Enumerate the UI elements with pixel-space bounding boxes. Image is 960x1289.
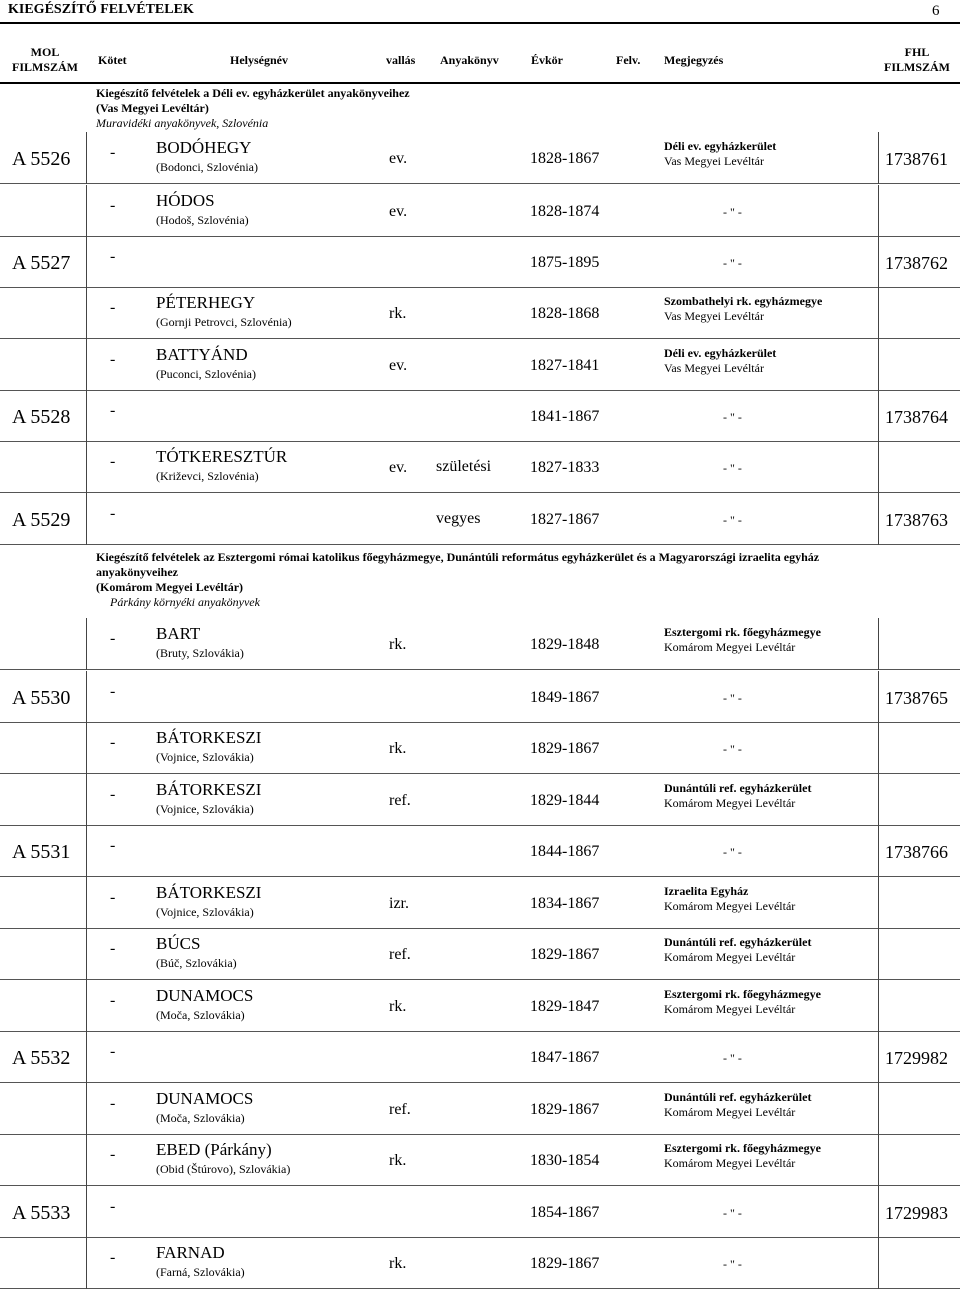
row-separator [0, 1031, 960, 1032]
place-name: FARNAD [156, 1243, 225, 1262]
volume-dash: - [110, 248, 116, 265]
column-separator [86, 1237, 87, 1289]
remark-header: Szombathelyi rk. egyházmegye [664, 294, 823, 308]
remark-header: Esztergomi rk. főegyházmegye [664, 625, 821, 639]
year-range: 1829-1847 [530, 998, 600, 1015]
row-separator [0, 236, 960, 237]
column-separator [86, 185, 87, 237]
column-header-anyakonyv: Anyakönyv [440, 53, 499, 67]
religion: ev. [389, 203, 408, 220]
religion: ev. [389, 459, 408, 476]
volume-dash: - [110, 889, 116, 906]
place-name: BÁTORKESZI [156, 728, 262, 747]
remark-ditto: - " - [723, 513, 742, 527]
place-name-current: (Búč, Szlovákia) [156, 956, 237, 970]
place-name-current: (Puconci, Szlovénia) [156, 367, 256, 381]
column-separator [86, 132, 87, 184]
remark-ditto: - " - [723, 742, 742, 756]
place-name-current: (Križevci, Szlovénia) [156, 469, 259, 483]
mol-film-number: A 5530 [12, 687, 71, 709]
remark-archive: Komárom Megyei Levéltár [664, 950, 796, 964]
section-caption-line: Párkány környéki anyakönyvek [110, 595, 260, 609]
column-header-evkor: Évkör [531, 53, 564, 67]
column-separator [878, 1134, 879, 1186]
column-separator [86, 722, 87, 774]
column-header-megjegyzes: Megjegyzés [664, 53, 724, 67]
volume-dash: - [110, 992, 116, 1009]
column-separator [86, 825, 87, 877]
year-range: 1849-1867 [530, 689, 600, 706]
religion: rk. [389, 636, 407, 653]
religion: rk. [389, 998, 407, 1015]
remark-ditto: - " - [723, 845, 742, 859]
fhl-film-number: 1738762 [885, 253, 948, 273]
row-separator [0, 1082, 960, 1083]
religion: rk. [389, 1152, 407, 1169]
column-header-kotet: Kötet [98, 53, 127, 67]
column-separator [878, 1083, 879, 1135]
column-separator [878, 671, 879, 723]
place-name: DUNAMOCS [156, 1089, 254, 1108]
row-separator [0, 825, 960, 826]
year-range: 1829-1844 [530, 792, 600, 809]
column-separator [86, 1134, 87, 1186]
row-separator [0, 492, 960, 493]
remark-header: Esztergomi rk. főegyházmegye [664, 1141, 821, 1155]
remark-ditto: - " - [723, 691, 742, 705]
volume-dash: - [110, 299, 116, 316]
row-separator [0, 1185, 960, 1186]
remark-ditto: - " - [723, 1206, 742, 1220]
column-separator [878, 825, 879, 877]
row-separator [0, 928, 960, 929]
volume-dash: - [110, 144, 116, 161]
year-range: 1827-1867 [530, 511, 600, 528]
remark-archive: Komárom Megyei Levéltár [664, 640, 796, 654]
page-number: 6 [932, 3, 940, 19]
column-separator [86, 980, 87, 1032]
mol-film-number: A 5526 [12, 148, 71, 170]
place-name: TÓTKERESZTÚR [156, 447, 288, 466]
year-range: 1854-1867 [530, 1204, 600, 1221]
remark-ditto: - " - [723, 1257, 742, 1271]
volume-dash: - [110, 402, 116, 419]
volume-dash: - [110, 505, 116, 522]
column-separator [878, 236, 879, 288]
remark-header: Dunántúli ref. egyházkerület [664, 935, 812, 949]
mol-film-number: A 5528 [12, 406, 71, 428]
column-separator [86, 287, 87, 339]
year-range: 1828-1868 [530, 305, 600, 322]
religion: izr. [389, 895, 409, 912]
volume-dash: - [110, 197, 116, 214]
volume-dash: - [110, 683, 116, 700]
remark-ditto: - " - [723, 1051, 742, 1065]
volume-dash: - [110, 734, 116, 751]
column-separator [878, 1031, 879, 1083]
religion: rk. [389, 740, 407, 757]
religion: ref. [389, 792, 411, 809]
column-separator [878, 1186, 879, 1238]
fhl-film-number: 1738766 [885, 842, 948, 862]
fhl-film-number: 1738763 [885, 510, 948, 530]
place-name: EBED (Párkány) [156, 1140, 272, 1159]
row-separator [0, 669, 960, 670]
column-header-vallas: vallás [386, 53, 416, 67]
place-name-current: (Bruty, Szlovákia) [156, 646, 244, 660]
register-type: születési [436, 458, 492, 475]
row-separator [0, 979, 960, 980]
remark-archive: Vas Megyei Levéltár [664, 154, 764, 168]
row-separator [0, 876, 960, 877]
remark-header: Déli ev. egyházkerület [664, 346, 777, 360]
volume-dash: - [110, 351, 116, 368]
column-separator [878, 928, 879, 980]
column-separator [878, 1237, 879, 1289]
column-separator [878, 287, 879, 339]
place-name: BÁTORKESZI [156, 883, 262, 902]
religion: rk. [389, 305, 407, 322]
remark-header: Déli ev. egyházkerület [664, 139, 777, 153]
column-separator [878, 132, 879, 184]
row-separator [0, 1134, 960, 1135]
column-header-felv: Felv. [616, 53, 641, 67]
row-separator [0, 183, 960, 184]
column-separator [878, 493, 879, 545]
column-separator [878, 441, 879, 493]
place-name: HÓDOS [156, 191, 215, 210]
column-separator [878, 339, 879, 391]
mol-film-number: A 5532 [12, 1047, 71, 1069]
place-name-current: (Vojnice, Szlovákia) [156, 750, 254, 764]
place-name-current: (Gornji Petrovci, Szlovénia) [156, 315, 292, 329]
row-separator [0, 544, 960, 545]
place-name-current: (Hodoš, Szlovénia) [156, 213, 249, 227]
column-separator [86, 618, 87, 670]
column-separator [878, 774, 879, 826]
remark-ditto: - " - [723, 256, 742, 270]
mol-film-number: A 5529 [12, 509, 71, 531]
column-separator [878, 390, 879, 442]
fhl-film-number: 1738761 [885, 149, 948, 169]
remark-header: Esztergomi rk. főegyházmegye [664, 987, 821, 1001]
mol-film-number: A 5527 [12, 252, 71, 274]
volume-dash: - [110, 630, 116, 647]
year-range: 1829-1867 [530, 1255, 600, 1272]
place-name-current: (Vojnice, Szlovákia) [156, 905, 254, 919]
volume-dash: - [110, 786, 116, 803]
remark-header: Dunántúli ref. egyházkerület [664, 1090, 812, 1104]
place-name: BÚCS [156, 934, 201, 953]
remark-ditto: - " - [723, 410, 742, 424]
column-separator [86, 928, 87, 980]
year-range: 1875-1895 [530, 254, 600, 271]
place-name: PÉTERHEGY [156, 293, 256, 312]
year-range: 1830-1854 [530, 1152, 600, 1169]
section-caption-line: Kiegészítő felvételek az Esztergomi római katolikus főegyházmegye, Dunántúli református egyházkerület és a Magyarországi izraelita egyház [96, 550, 820, 564]
year-range: 1847-1867 [530, 1049, 600, 1066]
column-separator [878, 980, 879, 1032]
remark-archive: Komárom Megyei Levéltár [664, 899, 796, 913]
year-range: 1834-1867 [530, 895, 600, 912]
row-separator [0, 390, 960, 391]
row-separator [0, 287, 960, 288]
register-type: vegyes [436, 510, 481, 527]
section-caption-line: Muravidéki anyakönyvek, Szlovénia [96, 116, 269, 130]
column-separator [86, 1031, 87, 1083]
column-separator [86, 1186, 87, 1238]
row-separator [0, 1237, 960, 1238]
remark-header: Izraelita Egyház [664, 884, 749, 898]
column-header-mol-filmszam: MOL FILMSZÁM [12, 45, 78, 74]
religion: ref. [389, 946, 411, 963]
volume-dash: - [110, 1146, 116, 1163]
place-name-current: (Obid (Štúrovo), Szlovákia) [156, 1162, 291, 1176]
remark-archive: Komárom Megyei Levéltár [664, 1156, 796, 1170]
volume-dash: - [110, 1095, 116, 1112]
remark-archive: Komárom Megyei Levéltár [664, 796, 796, 810]
fhl-film-number: 1738765 [885, 688, 948, 708]
column-separator [878, 877, 879, 929]
place-name: BÁTORKESZI [156, 780, 262, 799]
year-range: 1829-1867 [530, 1101, 600, 1118]
year-range: 1844-1867 [530, 843, 600, 860]
year-range: 1841-1867 [530, 408, 600, 425]
row-separator [0, 722, 960, 723]
place-name: BATTYÁND [156, 345, 248, 364]
column-separator [878, 722, 879, 774]
column-separator [86, 339, 87, 391]
remark-archive: Komárom Megyei Levéltár [664, 1002, 796, 1016]
column-separator [86, 1083, 87, 1135]
column-header-helysegnev: Helységnév [230, 53, 288, 67]
year-range: 1828-1874 [530, 203, 600, 220]
header-rule [0, 22, 960, 24]
mol-film-number: A 5533 [12, 1202, 71, 1224]
column-separator [86, 493, 87, 545]
column-separator [878, 618, 879, 670]
column-separator [86, 774, 87, 826]
remark-archive: Vas Megyei Levéltár [664, 309, 764, 323]
place-name-current: (Bodonci, Szlovénia) [156, 160, 258, 174]
volume-dash: - [110, 453, 116, 470]
year-range: 1827-1833 [530, 459, 600, 476]
volume-dash: - [110, 1043, 116, 1060]
row-separator [0, 773, 960, 774]
column-separator [86, 390, 87, 442]
year-range: 1827-1841 [530, 357, 600, 374]
row-separator [0, 441, 960, 442]
column-header-fhl-filmszam: FHL FILMSZÁM [884, 45, 950, 74]
religion: ref. [389, 1101, 411, 1118]
remark-ditto: - " - [723, 461, 742, 475]
place-name-current: (Vojnice, Szlovákia) [156, 802, 254, 816]
place-name-current: (Moča, Szlovákia) [156, 1111, 245, 1125]
year-range: 1828-1867 [530, 150, 600, 167]
place-name: BART [156, 624, 201, 643]
column-separator [86, 671, 87, 723]
religion: rk. [389, 1255, 407, 1272]
volume-dash: - [110, 1198, 116, 1215]
remark-archive: Komárom Megyei Levéltár [664, 1105, 796, 1119]
remark-archive: Vas Megyei Levéltár [664, 361, 764, 375]
year-range: 1829-1848 [530, 636, 600, 653]
remark-ditto: - " - [723, 205, 742, 219]
religion: ev. [389, 150, 408, 167]
volume-dash: - [110, 1249, 116, 1266]
year-range: 1829-1867 [530, 740, 600, 757]
section-caption-line: (Komárom Megyei Levéltár) [96, 580, 244, 594]
volume-dash: - [110, 940, 116, 957]
section-caption-line: anyakönyveihez [96, 565, 179, 579]
year-range: 1829-1867 [530, 946, 600, 963]
mol-film-number: A 5531 [12, 841, 71, 863]
fhl-film-number: 1729983 [885, 1203, 948, 1223]
volume-dash: - [110, 837, 116, 854]
column-separator [86, 441, 87, 493]
row-separator [0, 338, 960, 339]
fhl-film-number: 1729982 [885, 1048, 948, 1068]
remark-header: Dunántúli ref. egyházkerület [664, 781, 812, 795]
place-name-current: (Farná, Szlovákia) [156, 1265, 245, 1279]
religion: ev. [389, 357, 408, 374]
column-header-rule [0, 82, 960, 84]
fhl-film-number: 1738764 [885, 407, 948, 427]
place-name: BODÓHEGY [156, 138, 252, 157]
column-separator [86, 877, 87, 929]
column-separator [86, 236, 87, 288]
place-name: DUNAMOCS [156, 986, 254, 1005]
page-header-title: KIEGÉSZÍTŐ FELVÉTELEK [8, 2, 194, 17]
section-caption-line: Kiegészítő felvételek a Déli ev. egyházkerület anyakönyveihez [96, 86, 410, 100]
column-separator [878, 185, 879, 237]
place-name-current: (Moča, Szlovákia) [156, 1008, 245, 1022]
section-caption-line: (Vas Megyei Levéltár) [96, 101, 209, 115]
